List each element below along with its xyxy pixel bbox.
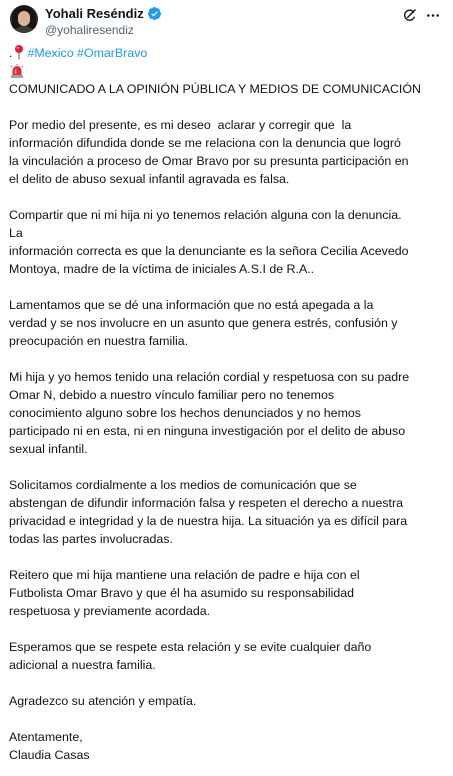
paragraph-line: Omar N, debido a nuestro vínculo familiar pero no tenemos [9,388,335,402]
paragraph-line: Esperamos que se respete esta relación y se evite cualquier daño [9,640,372,654]
police-light-icon [10,64,24,78]
paragraph-line: todas las partes involucradas. [9,532,173,546]
paragraph-line: abstengan de difundir información falsa y respeten el derecho a nuestra [9,496,403,510]
paragraph-line: Reitero que mi hija mantiene una relación de padre e hija con el [9,568,360,582]
grok-icon[interactable] [402,8,417,23]
paragraph-line: Solicitamos cordialmente a los medios de comunicación que se [9,478,357,492]
paragraph-line: respetuosa y previamente acordada. [9,604,211,618]
paragraph-line: preocupación en nuestra familia. [9,334,189,348]
paragraph-line: privacidad e integridad y la de nuestra hija. La situación ya es difícil para [9,514,408,528]
paragraph-line: información difundida donde se me relaciona con la denuncia que logró [9,136,401,150]
avatar-face [18,11,30,26]
hashtag-link[interactable]: #Mexico [27,46,74,60]
paragraph-line: Por medio del presente, es mi deseo aclarar y corregir que la [9,118,352,132]
paragraph-line: participado ni en esta, ni en ninguna investigación por el delito de abuso [9,424,406,438]
tweet-text [9,44,445,764]
paragraph-line: conocimiento alguno sobre los hechos denunciados y no hemos [9,406,361,420]
paragraph-line: la vinculación a proceso de Omar Bravo por su presunta participación en [9,154,409,168]
paragraph-line: Mi hija y yo hemos tenido una relación cordial y respetuosa con su padre [9,370,410,384]
signature-name: Claudia Casas [9,748,90,762]
statement-title: COMUNICADO A LA OPINIÓN PÚBLICA Y MEDIOS DE COMUNICACIÓN [9,82,421,96]
hashtag-link[interactable]: #OmarBravo [77,46,148,60]
paragraph-line: Montoya, madre de la víctima de iniciales A.S.I de R.A.. [9,262,315,276]
paragraph-line: La [9,226,23,240]
author-handle[interactable]: @yohaliresendiz [45,23,134,37]
avatar[interactable] [10,5,38,33]
paragraph-line: Compartir que ni mi hija ni yo tenemos relación alguna con la denuncia. [9,208,402,222]
paragraph-line: sexual infantil. [9,442,88,456]
author-display-name-row[interactable] [45,6,162,22]
paragraph-line: verdad y se nos involucre en un asunto que genera estrés, confusión y [9,316,398,330]
author-display-name[interactable]: Yohali Reséndiz [45,6,144,21]
hashtag-line: . #Mexico #OmarBravo [9,46,148,60]
paragraph-line: Agradezco su atención y empatía. [9,694,197,708]
paragraph-line: el delito de abuso sexual infantil agravada es falsa. [9,172,290,186]
paragraph-line: información correcta es que la denunciante es la señora Cecilia Acevedo [9,244,409,258]
round-pushpin-icon [12,44,26,60]
paragraph-line: adicional a nuestra familia. [9,658,156,672]
tweet-header [0,0,453,44]
paragraph-line: Futbolista Omar Bravo y que él ha asumido su responsabilidad [9,586,355,600]
paragraph-line: Lamentamos que se dé una información que no está apegada a la [9,298,374,312]
verified-badge-icon [147,6,162,21]
closing-line: Atentamente, [9,730,83,744]
more-options-icon[interactable] [425,8,441,23]
